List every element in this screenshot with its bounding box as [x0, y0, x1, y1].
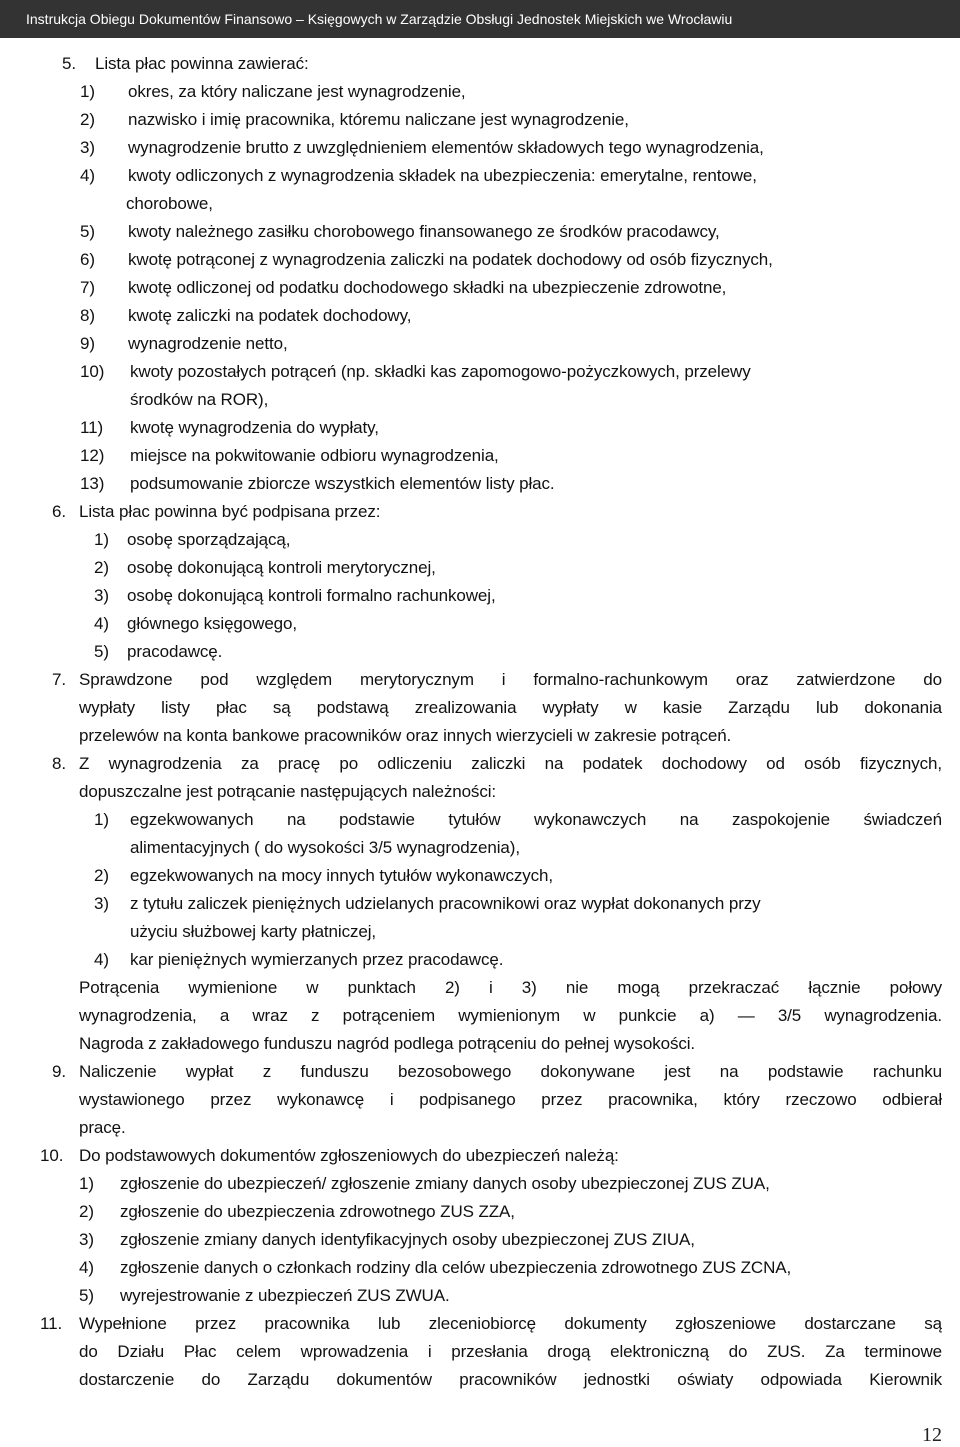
list-item: 3) wynagrodzenie brutto z uwzględnieniem elementów składowych tego wynagrodzenia,	[80, 138, 764, 157]
section-number: 8.	[52, 754, 66, 773]
list-item: 2) osobę dokonującą kontroli merytorycznej,	[94, 558, 436, 577]
list-item: 5) wyrejestrowanie z ubezpieczeń ZUS ZWUA.	[79, 1286, 450, 1305]
list-item: 4) zgłoszenie danych o członkach rodziny dla celów ubezpieczenia zdrowotnego ZUS ZCNA,	[79, 1258, 792, 1277]
list-item: 3) z tytułu zaliczek pieniężnych udzielanych pracownikowi oraz wypłat dokonanych przy	[94, 894, 761, 913]
section-10-heading	[0, 1142, 960, 1170]
list-item: 2) nazwisko i imię pracownika, któremu naliczane jest wynagrodzenie,	[80, 110, 629, 129]
list-item: 12) miejsce na pokwitowanie odbioru wynagrodzenia,	[80, 446, 499, 465]
list-item: 1) okres, za który naliczane jest wynagrodzenie,	[80, 82, 466, 101]
list-item: 1) egzekwowanych na podstawie tytułów wykonawczych na zaspokojenie świadczeń	[94, 810, 942, 829]
paragraph-line: pracę.	[79, 1118, 126, 1137]
list-item: 3) zgłoszenie zmiany danych identyfikacyjnych osoby ubezpieczonej ZUS ZIUA,	[79, 1230, 695, 1249]
paragraph-line: wynagrodzenia, a wraz z potrąceniem wymienionym w punkcie a) — 3/5 wynagrodzenia.	[79, 1006, 942, 1025]
paragraph-line: Naliczenie wypłat z funduszu bezosobowego dokonywane jest na podstawie rachunku	[79, 1062, 942, 1081]
list-item: 5) pracodawcę.	[94, 642, 223, 661]
paragraph-line: przelewów na konta bankowe pracowników oraz innych wierzycieli w zakresie potrąceń.	[79, 726, 732, 745]
document-body	[0, 50, 960, 1394]
list-item: 13) podsumowanie zbiorcze wszystkich elementów listy płac.	[80, 474, 555, 493]
list-item: 7) kwotę odliczonej od podatku dochodowego składki na ubezpieczenie zdrowotne,	[80, 278, 727, 297]
paragraph-line: Nagroda z zakładowego funduszu nagród podlega potrąceniu do pełnej wysokości.	[79, 1034, 696, 1053]
paragraph-line: dostarczenie do Zarządu dokumentów pracowników jednostki oświaty odpowiada Kierownik	[79, 1370, 942, 1389]
list-item: 5) kwoty należnego zasiłku chorobowego finansowanego ze środków pracodawcy,	[80, 222, 720, 241]
section-title: Lista płac powinna być podpisana przez:	[79, 502, 381, 521]
paragraph-line: Z wynagrodzenia za pracę po odliczeniu zaliczki na podatek dochodowy od osób fizycznych,	[79, 754, 942, 773]
document-header	[0, 0, 960, 38]
list-item: 11) kwotę wynagrodzenia do wypłaty,	[80, 418, 379, 437]
page-number: 12	[922, 1424, 942, 1446]
list-item-continuation: środków na ROR),	[130, 390, 269, 409]
paragraph-line: Sprawdzone pod względem merytorycznym i formalno-rachunkowym oraz zatwierdzone do	[79, 670, 942, 689]
section-number: 6.	[52, 502, 66, 521]
section-number: 5.	[62, 54, 76, 73]
section-5-heading	[0, 50, 960, 78]
paragraph-line: dopuszczalne jest potrącanie następujących należności:	[79, 782, 497, 801]
list-item: 10) kwoty pozostałych potrąceń (np. składki kas zapomogowo-pożyczkowych, przelewy	[80, 362, 751, 381]
list-item-continuation: alimentacyjnych ( do wysokości 3/5 wynagrodzenia),	[130, 838, 520, 857]
list-item: 3) osobę dokonującą kontroli formalno rachunkowej,	[94, 586, 496, 605]
section-number: 7.	[52, 670, 66, 689]
list-item: 1) zgłoszenie do ubezpieczeń/ zgłoszenie zmiany danych osoby ubezpieczonej ZUS ZUA,	[79, 1174, 770, 1193]
list-item-continuation: użyciu służbowej karty płatniczej,	[130, 922, 377, 941]
list-item-continuation: chorobowe,	[126, 194, 213, 213]
list-item: 4) kar pieniężnych wymierzanych przez pracodawcę.	[94, 950, 504, 969]
list-item: 9) wynagrodzenie netto,	[80, 334, 288, 353]
section-title: Do podstawowych dokumentów zgłoszeniowych do ubezpieczeń należą:	[79, 1146, 619, 1165]
section-title: Lista płac powinna zawierać:	[95, 54, 309, 73]
list-item: 4) kwoty odliczonych z wynagrodzenia składek na ubezpieczenia: emerytalne, rentowe,	[80, 166, 757, 185]
list-item: 2) egzekwowanych na mocy innych tytułów wykonawczych,	[94, 866, 554, 885]
list-item: 2) zgłoszenie do ubezpieczenia zdrowotnego ZUS ZZA,	[79, 1202, 515, 1221]
list-item: 6) kwotę potrąconej z wynagrodzenia zaliczki na podatek dochodowy od osób fizycznych,	[80, 250, 773, 269]
list-item: 1) osobę sporządzającą,	[94, 530, 291, 549]
paragraph-line: Wypełnione przez pracownika lub zleceniobiorcę dokumenty zgłoszeniowe dostarczane są	[79, 1314, 942, 1333]
list-item: 8) kwotę zaliczki na podatek dochodowy,	[80, 306, 412, 325]
paragraph-line: wypłaty listy płac są podstawą zrealizowania wypłaty w kasie Zarządu lub dokonania	[79, 698, 942, 717]
section-11-heading	[0, 1310, 960, 1338]
document-header-title: Instrukcja Obiegu Dokumentów Finansowo – Księgowych w Zarządzie Obsługi Jednostek Miejskich we Wrocławiu	[26, 11, 733, 27]
section-9-heading	[0, 1058, 960, 1086]
section-number: 10.	[40, 1146, 64, 1165]
section-6-heading	[0, 498, 960, 526]
list-item: 4) głównego księgowego,	[94, 614, 298, 633]
paragraph-line: Potrącenia wymienione w punktach 2) i 3) nie mogą przekraczać łącznie połowy	[79, 978, 942, 997]
section-number: 11.	[40, 1314, 63, 1333]
section-number: 9.	[52, 1062, 66, 1081]
paragraph-line: wystawionego przez wykonawcę i podpisanego przez pracownika, który rzeczowo odbierał	[79, 1090, 942, 1109]
section-8-heading	[0, 750, 960, 778]
paragraph-line: do Działu Płac celem wprowadzenia i przesłania drogą elektroniczną do ZUS. Za terminowe	[79, 1342, 942, 1361]
section-7-heading	[0, 666, 960, 694]
